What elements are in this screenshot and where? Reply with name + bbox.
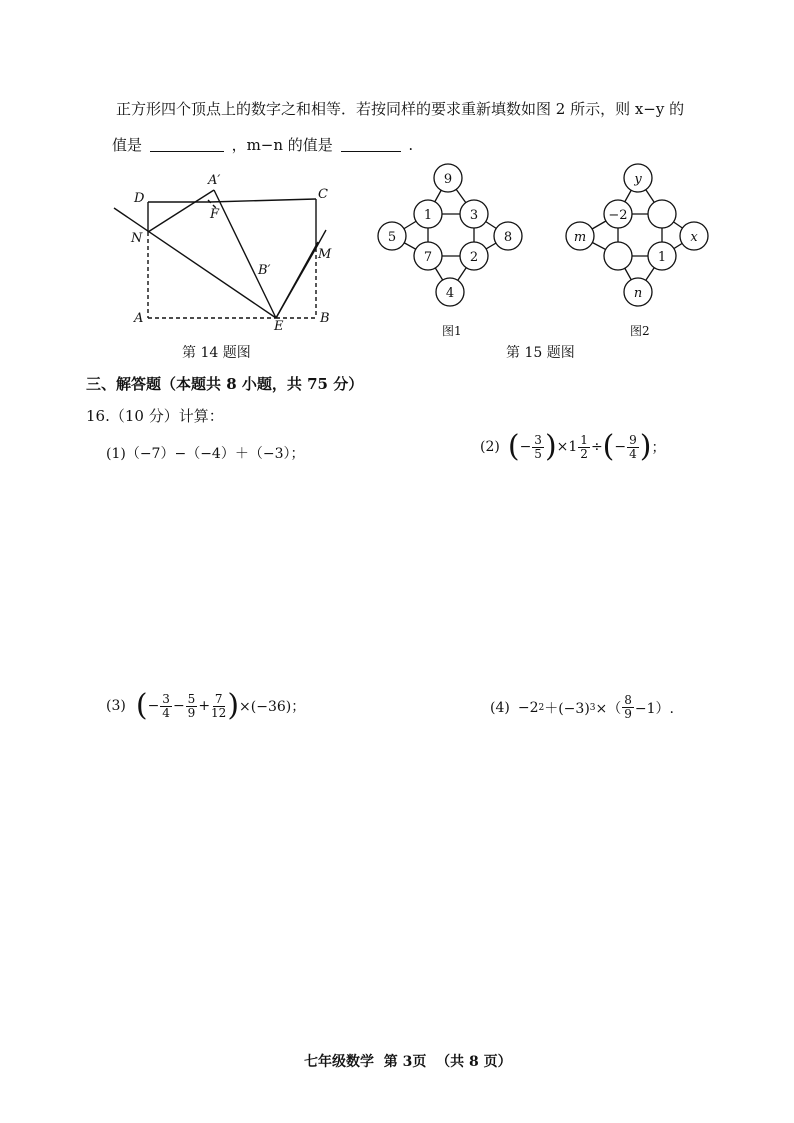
label-E: E xyxy=(274,319,284,334)
label-C: C xyxy=(318,187,328,202)
mn-label: ，m−n 的值是 xyxy=(231,136,333,154)
q16-part2-label: (2) xyxy=(480,439,500,455)
fig2-value-inner-br: 1 xyxy=(657,250,667,265)
figure-15-1-label: 图1 xyxy=(442,324,462,338)
fig2-value-top: y xyxy=(634,172,642,187)
figure-15-2-diagram xyxy=(560,158,720,308)
value-label: 值是 xyxy=(112,136,143,154)
p3-op2: + xyxy=(198,698,211,714)
question-text-line2 xyxy=(112,134,413,155)
fig1-value-inner-tl: 1 xyxy=(423,208,433,223)
label-B: B xyxy=(320,311,330,326)
q16-part3-label: (3) xyxy=(106,698,126,714)
label-F: F xyxy=(210,207,220,222)
fig1-value-right: 8 xyxy=(503,230,513,245)
p4-b: ＋(−3) xyxy=(544,700,590,717)
p2-den3: 4 xyxy=(629,446,637,461)
label-M: M xyxy=(318,247,332,262)
question-16-title: 16.（10 分）计算： xyxy=(86,407,224,425)
fig2-value-right: x xyxy=(690,230,698,245)
p2-minus: − xyxy=(519,439,532,455)
p4-den1: 9 xyxy=(624,707,632,721)
fig1-value-top: 9 xyxy=(443,172,453,187)
fig1-value-bottom: 4 xyxy=(445,286,455,301)
q16-part4 xyxy=(490,694,674,721)
answer-blank-2[interactable] xyxy=(341,137,401,152)
p4-c: ×（ xyxy=(595,700,622,717)
label-N: N xyxy=(131,231,143,246)
p4-exp1: 2 xyxy=(538,702,545,713)
q16-part3: (3) ( − $\frac{3}{4}$ − $\frac{5}{9}$ + $\frac{7}{12}$ ) ×(−36)； xyxy=(106,688,306,723)
p3-den2: 9 xyxy=(187,705,196,720)
p3-num3: 7 xyxy=(214,691,223,706)
p2-num2: 1 xyxy=(580,432,588,447)
label-A-prime: A′ xyxy=(208,173,221,188)
p4-d: −1）. xyxy=(634,700,674,717)
answer-blank-1[interactable] xyxy=(150,137,224,152)
fig2-node-inner-bl xyxy=(604,242,632,270)
p4-a: −2 xyxy=(517,699,539,716)
figure-15-caption: 第 15 题图 xyxy=(506,345,575,361)
fig2-node-inner-tr xyxy=(648,200,676,228)
p2-num3: 9 xyxy=(629,432,637,447)
p4-num1: 8 xyxy=(624,693,632,707)
label-A: A xyxy=(134,311,144,326)
p3-op1: − xyxy=(172,698,185,714)
fig2-value-left: m xyxy=(573,230,587,245)
p2-minus2: − xyxy=(614,439,627,455)
fig1-value-inner-br: 2 xyxy=(469,250,479,265)
question-text-line1: 正方形四个顶点上的数字之和相等．若按同样的要求重新填数如图 2 所示，则 x−y 的 xyxy=(116,100,685,118)
figure-15-1-diagram xyxy=(370,158,532,308)
section-title: 三、解答题（本题共 8 小题，共 75 分） xyxy=(86,375,364,393)
figure-14-caption: 第 14 题图 xyxy=(182,345,251,361)
q16-part4-label: (4) xyxy=(490,699,510,716)
p2-num1: 3 xyxy=(534,432,542,447)
page-footer: 七年级数学 第 3页 （共 8 页） xyxy=(304,1054,512,1070)
p3-tail: ×(−36)； xyxy=(239,699,306,715)
fig1-value-left: 5 xyxy=(387,230,397,245)
q16-part2: (2) ( − $\frac{3}{5}$ ) ×1 $\frac{1}{2}$ ÷ ( − $\frac{9}{4}$ ) ； xyxy=(480,429,666,464)
p3-minus: − xyxy=(147,698,160,714)
p4-exp2: 3 xyxy=(589,702,596,713)
label-B-prime: B′ xyxy=(258,263,271,278)
p3-den1: 4 xyxy=(162,705,170,720)
p2-den2: 2 xyxy=(580,446,588,461)
p3-den3: 12 xyxy=(211,705,227,720)
p2-den1: 5 xyxy=(534,446,542,461)
fig1-value-inner-tr: 3 xyxy=(469,208,479,223)
fig1-value-inner-bl: 7 xyxy=(423,250,433,265)
fig2-value-inner-tl: −2 xyxy=(608,208,628,223)
period: . xyxy=(408,136,414,154)
p2-times: ×1 xyxy=(556,439,578,455)
label-D: D xyxy=(134,191,145,206)
figure-15-2-label: 图2 xyxy=(630,324,650,338)
q16-part1: (1)（−7）−（−4）＋（−3）； xyxy=(106,446,305,462)
figure-14-diagram xyxy=(100,168,350,334)
p3-num2: 5 xyxy=(187,691,196,706)
p2-end: ； xyxy=(651,440,666,456)
p3-num1: 3 xyxy=(162,691,170,706)
fig2-value-bottom: n xyxy=(633,286,643,301)
p2-div: ÷ xyxy=(590,439,603,455)
